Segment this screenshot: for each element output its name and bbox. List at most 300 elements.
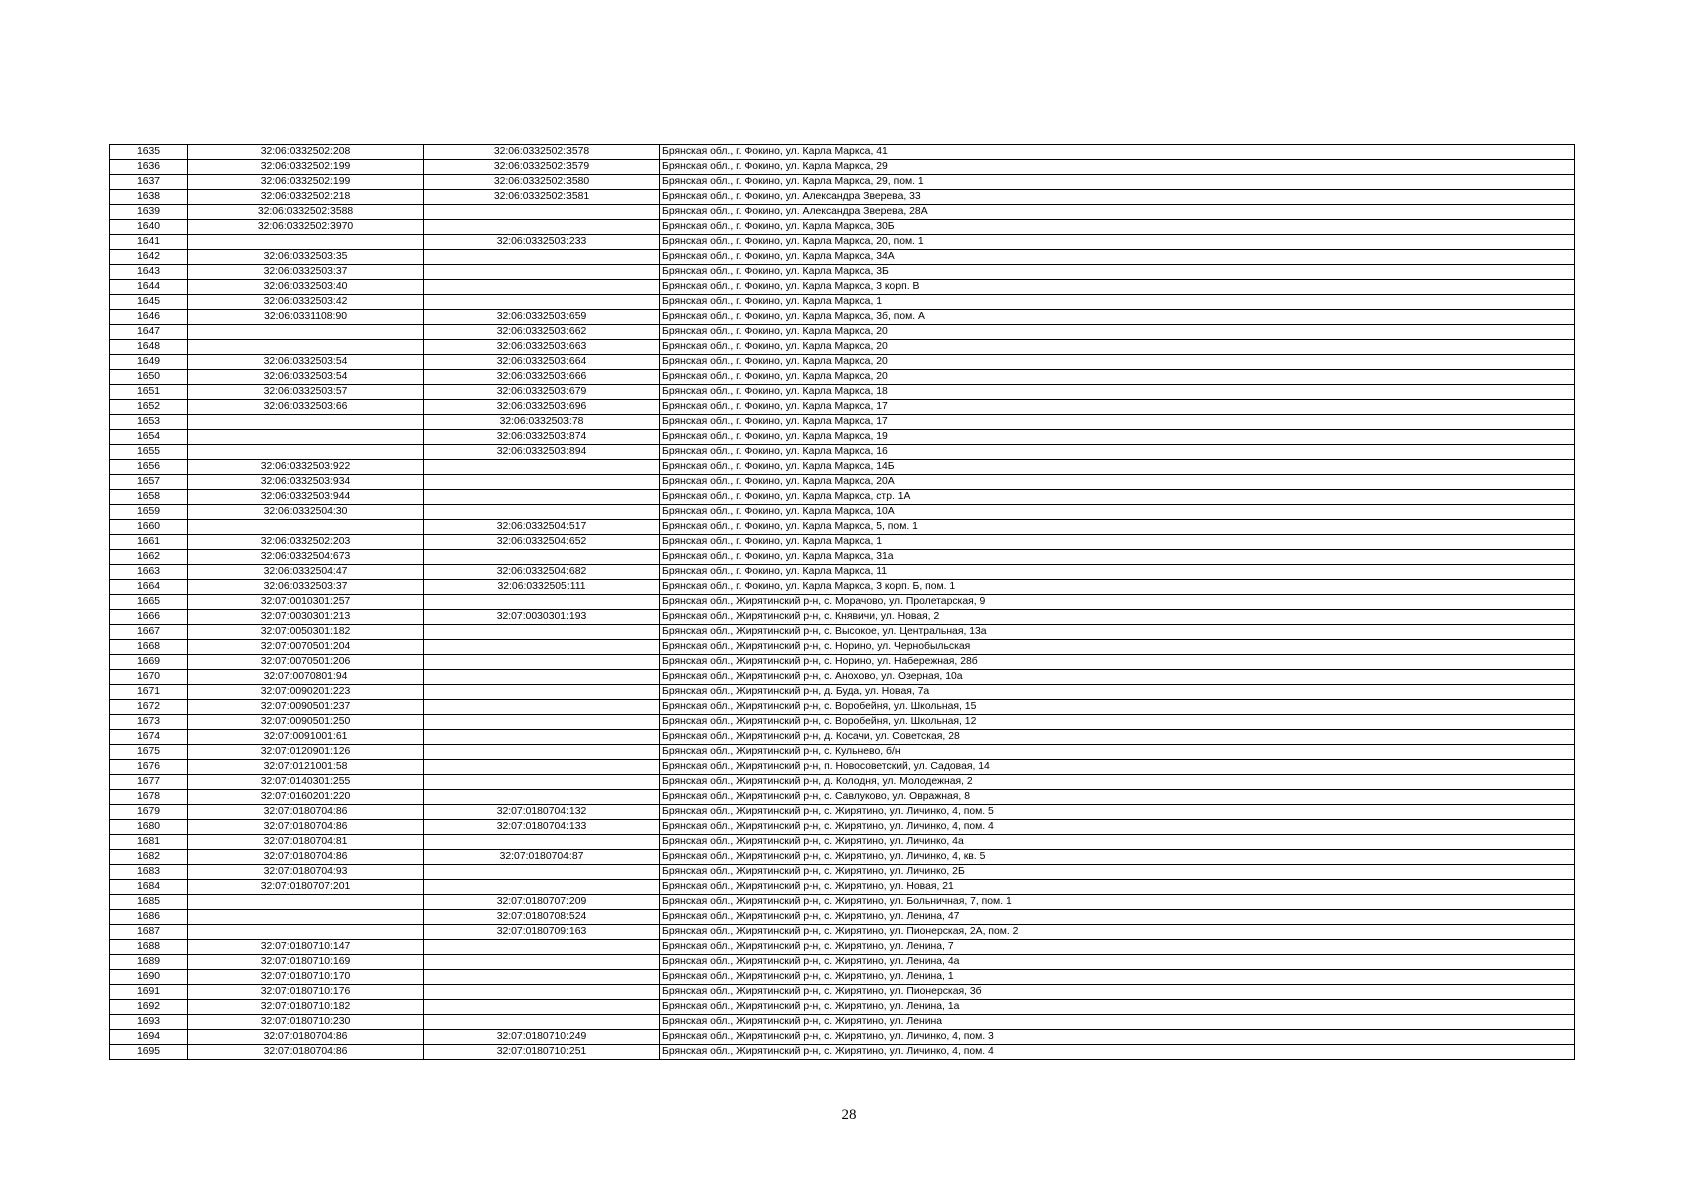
land-parcel-number-cell [188,925,424,940]
address-cell: Брянская обл., г. Фокино, ул. Карла Маркса, 20 [660,340,1575,355]
land-parcel-number-cell: 32:07:0140301:255 [188,775,424,790]
land-parcel-number-cell: 32:06:0332503:54 [188,370,424,385]
address-cell: Брянская обл., г. Фокино, ул. Карла Маркса, 20 [660,325,1575,340]
address-cell: Брянская обл., Жирятинский р-н, с. Кульнево, б/н [660,745,1575,760]
address-cell: Брянская обл., г. Фокино, ул. Карла Маркса, 34А [660,250,1575,265]
address-cell: Брянская обл., Жирятинский р-н, с. Савлуково, ул. Овражная, 8 [660,790,1575,805]
row-number-cell: 1657 [110,475,188,490]
table-row [110,235,1575,250]
row-number-cell: 1655 [110,445,188,460]
table-row [110,865,1575,880]
building-number-cell [424,715,660,730]
building-number-cell: 32:07:0180704:87 [424,850,660,865]
table-row [110,685,1575,700]
land-parcel-number-cell: 32:07:0180704:86 [188,850,424,865]
table-row [110,955,1575,970]
building-number-cell [424,700,660,715]
row-number-cell: 1692 [110,1000,188,1015]
table-row [110,595,1575,610]
table-row [110,475,1575,490]
building-number-cell: 32:06:0332503:874 [424,430,660,445]
land-parcel-number-cell: 32:07:0050301:182 [188,625,424,640]
land-parcel-number-cell: 32:06:0332503:66 [188,400,424,415]
building-number-cell: 32:07:0180708:524 [424,910,660,925]
row-number-cell: 1686 [110,910,188,925]
row-number-cell: 1648 [110,340,188,355]
land-parcel-number-cell: 32:07:0090501:250 [188,715,424,730]
row-number-cell: 1654 [110,430,188,445]
row-number-cell: 1667 [110,625,188,640]
row-number-cell: 1685 [110,895,188,910]
land-parcel-number-cell: 32:07:0180704:86 [188,1045,424,1060]
land-parcel-number-cell: 32:06:0332502:3588 [188,205,424,220]
address-cell: Брянская обл., Жирятинский р-н, с. Воробейня, ул. Школьная, 12 [660,715,1575,730]
row-number-cell: 1656 [110,460,188,475]
table-row [110,385,1575,400]
table-row [110,835,1575,850]
land-parcel-number-cell: 32:06:0332503:57 [188,385,424,400]
land-parcel-number-cell [188,430,424,445]
building-number-cell [424,835,660,850]
table-row [110,640,1575,655]
land-parcel-number-cell: 32:07:0091001:61 [188,730,424,745]
row-number-cell: 1690 [110,970,188,985]
address-cell: Брянская обл., Жирятинский р-н, с. Жирятино, ул. Личинко, 4а [660,835,1575,850]
row-number-cell: 1662 [110,550,188,565]
table-row [110,655,1575,670]
row-number-cell: 1675 [110,745,188,760]
address-cell: Брянская обл., г. Фокино, ул. Александра Зверева, 33 [660,190,1575,205]
building-number-cell: 32:06:0332503:894 [424,445,660,460]
table-row [110,910,1575,925]
land-parcel-number-cell: 32:07:0030301:213 [188,610,424,625]
table-row [110,520,1575,535]
building-number-cell [424,280,660,295]
table-row [110,925,1575,940]
row-number-cell: 1693 [110,1015,188,1030]
building-number-cell [424,1015,660,1030]
land-parcel-number-cell: 32:06:0332503:35 [188,250,424,265]
building-number-cell: 32:06:0332504:682 [424,565,660,580]
land-parcel-number-cell: 32:06:0332502:199 [188,160,424,175]
row-number-cell: 1638 [110,190,188,205]
row-number-cell: 1678 [110,790,188,805]
address-cell: Брянская обл., Жирятинский р-н, с. Жирятино, ул. Ленина, 4а [660,955,1575,970]
row-number-cell: 1695 [110,1045,188,1060]
address-cell: Брянская обл., Жирятинский р-н, д. Буда, ул. Новая, 7а [660,685,1575,700]
address-cell: Брянская обл., г. Фокино, ул. Карла Маркса, 20 [660,355,1575,370]
address-cell: Брянская обл., Жирятинский р-н, с. Жирятино, ул. Ленина, 47 [660,910,1575,925]
table-row [110,325,1575,340]
row-number-cell: 1644 [110,280,188,295]
row-number-cell: 1652 [110,400,188,415]
table-row [110,1000,1575,1015]
address-cell: Брянская обл., г. Фокино, ул. Карла Маркса, 30Б [660,220,1575,235]
row-number-cell: 1661 [110,535,188,550]
building-number-cell: 32:06:0332503:662 [424,325,660,340]
row-number-cell: 1650 [110,370,188,385]
building-number-cell: 32:06:0332502:3581 [424,190,660,205]
row-number-cell: 1649 [110,355,188,370]
land-parcel-number-cell: 32:06:0332502:203 [188,535,424,550]
address-cell: Брянская обл., Жирятинский р-н, с. Жирятино, ул. Ленина, 7 [660,940,1575,955]
row-number-cell: 1691 [110,985,188,1000]
table-row [110,400,1575,415]
address-cell: Брянская обл., Жирятинский р-н, с. Жирятино, ул. Ленина, 1 [660,970,1575,985]
address-cell: Брянская обл., г. Фокино, ул. Александра Зверева, 28А [660,205,1575,220]
land-parcel-number-cell: 32:07:0180710:169 [188,955,424,970]
land-parcel-number-cell: 32:06:0332503:37 [188,580,424,595]
row-number-cell: 1642 [110,250,188,265]
land-parcel-number-cell [188,910,424,925]
address-cell: Брянская обл., Жирятинский р-н, с. Жирятино, ул. Личинко, 4, пом. 4 [660,1045,1575,1060]
row-number-cell: 1637 [110,175,188,190]
address-cell: Брянская обл., Жирятинский р-н, с. Норино, ул. Чернобыльская [660,640,1575,655]
row-number-cell: 1683 [110,865,188,880]
building-number-cell [424,460,660,475]
address-cell: Брянская обл., г. Фокино, ул. Карла Маркса, 31а [660,550,1575,565]
row-number-cell: 1673 [110,715,188,730]
row-number-cell: 1688 [110,940,188,955]
address-cell: Брянская обл., Жирятинский р-н, с. Жирятино, ул. Ленина [660,1015,1575,1030]
table-row [110,625,1575,640]
land-parcel-number-cell: 32:06:0332502:218 [188,190,424,205]
address-cell: Брянская обл., Жирятинский р-н, с. Жирятино, ул. Личинко, 4, пом. 5 [660,805,1575,820]
table-row [110,820,1575,835]
building-number-cell: 32:07:0180710:249 [424,1030,660,1045]
land-parcel-number-cell [188,415,424,430]
building-number-cell [424,745,660,760]
row-number-cell: 1665 [110,595,188,610]
address-cell: Брянская обл., Жирятинский р-н, с. Жирятино, ул. Пионерская, 3б [660,985,1575,1000]
address-cell: Брянская обл., Жирятинский р-н, с. Княвичи, ул. Новая, 2 [660,610,1575,625]
table-row [110,250,1575,265]
building-number-cell: 32:06:0332503:663 [424,340,660,355]
land-parcel-number-cell: 32:07:0180710:176 [188,985,424,1000]
table-row [110,370,1575,385]
land-parcel-number-cell: 32:06:0332503:40 [188,280,424,295]
land-parcel-number-cell: 32:06:0332504:30 [188,505,424,520]
land-parcel-number-cell [188,895,424,910]
table-row [110,670,1575,685]
address-cell: Брянская обл., г. Фокино, ул. Карла Маркса, стр. 1А [660,490,1575,505]
address-cell: Брянская обл., г. Фокино, ул. Карла Маркса, 29, пом. 1 [660,175,1575,190]
land-parcel-number-cell: 32:07:0180704:86 [188,820,424,835]
row-number-cell: 1640 [110,220,188,235]
table-row [110,145,1575,160]
row-number-cell: 1647 [110,325,188,340]
land-parcel-number-cell: 32:06:0331108:90 [188,310,424,325]
row-number-cell: 1684 [110,880,188,895]
cadastral-table [109,144,1575,1060]
row-number-cell: 1641 [110,235,188,250]
table-row [110,175,1575,190]
table-row [110,190,1575,205]
row-number-cell: 1660 [110,520,188,535]
row-number-cell: 1681 [110,835,188,850]
land-parcel-number-cell: 32:07:0070501:204 [188,640,424,655]
address-cell: Брянская обл., г. Фокино, ул. Карла Маркса, 29 [660,160,1575,175]
land-parcel-number-cell: 32:07:0180704:81 [188,835,424,850]
table-row [110,295,1575,310]
land-parcel-number-cell: 32:07:0120901:126 [188,745,424,760]
building-number-cell [424,685,660,700]
land-parcel-number-cell [188,520,424,535]
table-body [110,145,1575,1060]
table-row [110,415,1575,430]
address-cell: Брянская обл., Жирятинский р-н, с. Высокое, ул. Центральная, 13а [660,625,1575,640]
building-number-cell [424,865,660,880]
table-row [110,445,1575,460]
row-number-cell: 1672 [110,700,188,715]
row-number-cell: 1682 [110,850,188,865]
address-cell: Брянская обл., Жирятинский р-н, с. Морачово, ул. Пролетарская, 9 [660,595,1575,610]
address-cell: Брянская обл., Жирятинский р-н, п. Новосоветский, ул. Садовая, 14 [660,760,1575,775]
address-cell: Брянская обл., Жирятинский р-н, с. Норино, ул. Набережная, 28б [660,655,1575,670]
building-number-cell [424,790,660,805]
building-number-cell: 32:06:0332502:3579 [424,160,660,175]
table-row [110,580,1575,595]
building-number-cell [424,250,660,265]
building-number-cell: 32:06:0332503:664 [424,355,660,370]
table-row [110,805,1575,820]
building-number-cell: 32:06:0332505:111 [424,580,660,595]
building-number-cell [424,970,660,985]
building-number-cell: 32:06:0332504:517 [424,520,660,535]
land-parcel-number-cell: 32:07:0121001:58 [188,760,424,775]
address-cell: Брянская обл., Жирятинский р-н, с. Жирятино, ул. Ленина, 1а [660,1000,1575,1015]
row-number-cell: 1689 [110,955,188,970]
address-cell: Брянская обл., г. Фокино, ул. Карла Маркса, 1 [660,295,1575,310]
table-row [110,775,1575,790]
building-number-cell: 32:06:0332504:652 [424,535,660,550]
address-cell: Брянская обл., г. Фокино, ул. Карла Маркса, 17 [660,400,1575,415]
table-row [110,610,1575,625]
land-parcel-number-cell: 32:07:0180710:147 [188,940,424,955]
table-row [110,340,1575,355]
address-cell: Брянская обл., Жирятинский р-н, с. Воробейня, ул. Школьная, 15 [660,700,1575,715]
building-number-cell [424,1000,660,1015]
table-row [110,970,1575,985]
land-parcel-number-cell: 32:06:0332502:208 [188,145,424,160]
land-parcel-number-cell: 32:07:0090201:223 [188,685,424,700]
page-number: 28 [841,1107,857,1123]
land-parcel-number-cell: 32:07:0070801:94 [188,670,424,685]
land-parcel-number-cell: 32:06:0332503:54 [188,355,424,370]
building-number-cell [424,670,660,685]
building-number-cell [424,595,660,610]
building-number-cell [424,550,660,565]
table-row [110,355,1575,370]
address-cell: Брянская обл., Жирятинский р-н, с. Жирятино, ул. Личинко, 4, кв. 5 [660,850,1575,865]
land-parcel-number-cell: 32:07:0180707:201 [188,880,424,895]
row-number-cell: 1659 [110,505,188,520]
land-parcel-number-cell [188,325,424,340]
table-row [110,280,1575,295]
row-number-cell: 1668 [110,640,188,655]
land-parcel-number-cell: 32:07:0180710:170 [188,970,424,985]
building-number-cell: 32:06:0332503:666 [424,370,660,385]
address-cell: Брянская обл., г. Фокино, ул. Карла Маркса, 10А [660,505,1575,520]
building-number-cell [424,880,660,895]
address-cell: Брянская обл., г. Фокино, ул. Карла Маркса, 17 [660,415,1575,430]
table-row [110,160,1575,175]
table-row [110,505,1575,520]
table-row [110,460,1575,475]
building-number-cell: 32:07:0030301:193 [424,610,660,625]
land-parcel-number-cell: 32:07:0180710:230 [188,1015,424,1030]
table-row [110,790,1575,805]
address-cell: Брянская обл., Жирятинский р-н, д. Косачи, ул. Советская, 28 [660,730,1575,745]
building-number-cell [424,625,660,640]
address-cell: Брянская обл., Жирятинский р-н, с. Жирятино, ул. Пионерская, 2А, пом. 2 [660,925,1575,940]
row-number-cell: 1636 [110,160,188,175]
row-number-cell: 1694 [110,1030,188,1045]
table-row [110,565,1575,580]
land-parcel-number-cell: 32:07:0010301:257 [188,595,424,610]
row-number-cell: 1643 [110,265,188,280]
land-parcel-number-cell: 32:06:0332502:199 [188,175,424,190]
address-cell: Брянская обл., г. Фокино, ул. Карла Маркса, 20 [660,370,1575,385]
building-number-cell [424,775,660,790]
address-cell: Брянская обл., г. Фокино, ул. Карла Маркса, 19 [660,430,1575,445]
address-cell: Брянская обл., г. Фокино, ул. Карла Маркса, 14Б [660,460,1575,475]
building-number-cell [424,640,660,655]
land-parcel-number-cell: 32:07:0180704:93 [188,865,424,880]
address-cell: Брянская обл., г. Фокино, ул. Карла Маркса, 3б, пом. А [660,310,1575,325]
row-number-cell: 1677 [110,775,188,790]
building-number-cell [424,760,660,775]
address-cell: Брянская обл., г. Фокино, ул. Карла Маркса, 16 [660,445,1575,460]
land-parcel-number-cell [188,445,424,460]
row-number-cell: 1663 [110,565,188,580]
building-number-cell [424,205,660,220]
building-number-cell [424,505,660,520]
row-number-cell: 1651 [110,385,188,400]
table-row [110,715,1575,730]
row-number-cell: 1653 [110,415,188,430]
land-parcel-number-cell [188,235,424,250]
building-number-cell [424,490,660,505]
address-cell: Брянская обл., Жирятинский р-н, с. Анохово, ул. Озерная, 10а [660,670,1575,685]
table-row [110,430,1575,445]
address-cell: Брянская обл., Жирятинский р-н, с. Жирятино, ул. Личинко, 4, пом. 4 [660,820,1575,835]
building-number-cell: 32:06:0332502:3580 [424,175,660,190]
building-number-cell: 32:06:0332503:696 [424,400,660,415]
land-parcel-number-cell: 32:06:0332503:944 [188,490,424,505]
building-number-cell: 32:06:0332503:78 [424,415,660,430]
building-number-cell: 32:06:0332503:233 [424,235,660,250]
table-row [110,745,1575,760]
building-number-cell: 32:07:0180710:251 [424,1045,660,1060]
address-cell: Брянская обл., Жирятинский р-н, д. Колодня, ул. Молодежная, 2 [660,775,1575,790]
land-parcel-number-cell: 32:07:0180710:182 [188,1000,424,1015]
address-cell: Брянская обл., г. Фокино, ул. Карла Маркса, 5, пом. 1 [660,520,1575,535]
address-cell: Брянская обл., Жирятинский р-н, с. Жирятино, ул. Больничная, 7, пом. 1 [660,895,1575,910]
address-cell: Брянская обл., г. Фокино, ул. Карла Маркса, 11 [660,565,1575,580]
table-row [110,550,1575,565]
row-number-cell: 1664 [110,580,188,595]
row-number-cell: 1674 [110,730,188,745]
row-number-cell: 1676 [110,760,188,775]
land-parcel-number-cell: 32:06:0332504:47 [188,565,424,580]
land-parcel-number-cell: 32:06:0332503:922 [188,460,424,475]
land-parcel-number-cell: 32:07:0090501:237 [188,700,424,715]
address-cell: Брянская обл., г. Фокино, ул. Карла Маркса, 3 корп. В [660,280,1575,295]
address-cell: Брянская обл., г. Фокино, ул. Карла Маркса, 1 [660,535,1575,550]
table-row [110,880,1575,895]
table-row [110,310,1575,325]
row-number-cell: 1687 [110,925,188,940]
table-row [110,1015,1575,1030]
address-cell: Брянская обл., г. Фокино, ул. Карла Маркса, 3 корп. Б, пом. 1 [660,580,1575,595]
row-number-cell: 1671 [110,685,188,700]
building-number-cell: 32:07:0180707:209 [424,895,660,910]
table-row [110,1030,1575,1045]
building-number-cell [424,730,660,745]
land-parcel-number-cell: 32:07:0160201:220 [188,790,424,805]
address-cell: Брянская обл., г. Фокино, ул. Карла Маркса, 20, пом. 1 [660,235,1575,250]
table-row [110,985,1575,1000]
row-number-cell: 1670 [110,670,188,685]
table-row [110,895,1575,910]
row-number-cell: 1639 [110,205,188,220]
row-number-cell: 1658 [110,490,188,505]
building-number-cell [424,955,660,970]
table-row [110,730,1575,745]
building-number-cell: 32:07:0180704:133 [424,820,660,835]
land-parcel-number-cell: 32:07:0070501:206 [188,655,424,670]
building-number-cell [424,940,660,955]
row-number-cell: 1679 [110,805,188,820]
table-row [110,220,1575,235]
land-parcel-number-cell: 32:06:0332503:37 [188,265,424,280]
table-row [110,940,1575,955]
building-number-cell [424,295,660,310]
row-number-cell: 1646 [110,310,188,325]
row-number-cell: 1680 [110,820,188,835]
table-row [110,535,1575,550]
land-parcel-number-cell: 32:06:0332503:934 [188,475,424,490]
building-number-cell [424,220,660,235]
row-number-cell: 1669 [110,655,188,670]
address-cell: Брянская обл., г. Фокино, ул. Карла Маркса, 3Б [660,265,1575,280]
building-number-cell: 32:06:0332503:659 [424,310,660,325]
address-cell: Брянская обл., Жирятинский р-н, с. Жирятино, ул. Личинко, 2Б [660,865,1575,880]
table-row [110,265,1575,280]
address-cell: Брянская обл., г. Фокино, ул. Карла Маркса, 20А [660,475,1575,490]
land-parcel-number-cell: 32:07:0180704:86 [188,805,424,820]
land-parcel-number-cell: 32:06:0332502:3970 [188,220,424,235]
building-number-cell: 32:06:0332503:679 [424,385,660,400]
building-number-cell [424,475,660,490]
land-parcel-number-cell [188,340,424,355]
table-row [110,700,1575,715]
address-cell: Брянская обл., Жирятинский р-н, с. Жирятино, ул. Новая, 21 [660,880,1575,895]
table-row [110,1045,1575,1060]
land-parcel-number-cell: 32:07:0180704:86 [188,1030,424,1045]
table-row [110,205,1575,220]
building-number-cell [424,655,660,670]
building-number-cell [424,985,660,1000]
address-cell: Брянская обл., Жирятинский р-н, с. Жирятино, ул. Личинко, 4, пом. 3 [660,1030,1575,1045]
building-number-cell: 32:07:0180704:132 [424,805,660,820]
table-row [110,760,1575,775]
land-parcel-number-cell: 32:06:0332503:42 [188,295,424,310]
address-cell: Брянская обл., г. Фокино, ул. Карла Маркса, 41 [660,145,1575,160]
row-number-cell: 1635 [110,145,188,160]
table-row [110,850,1575,865]
